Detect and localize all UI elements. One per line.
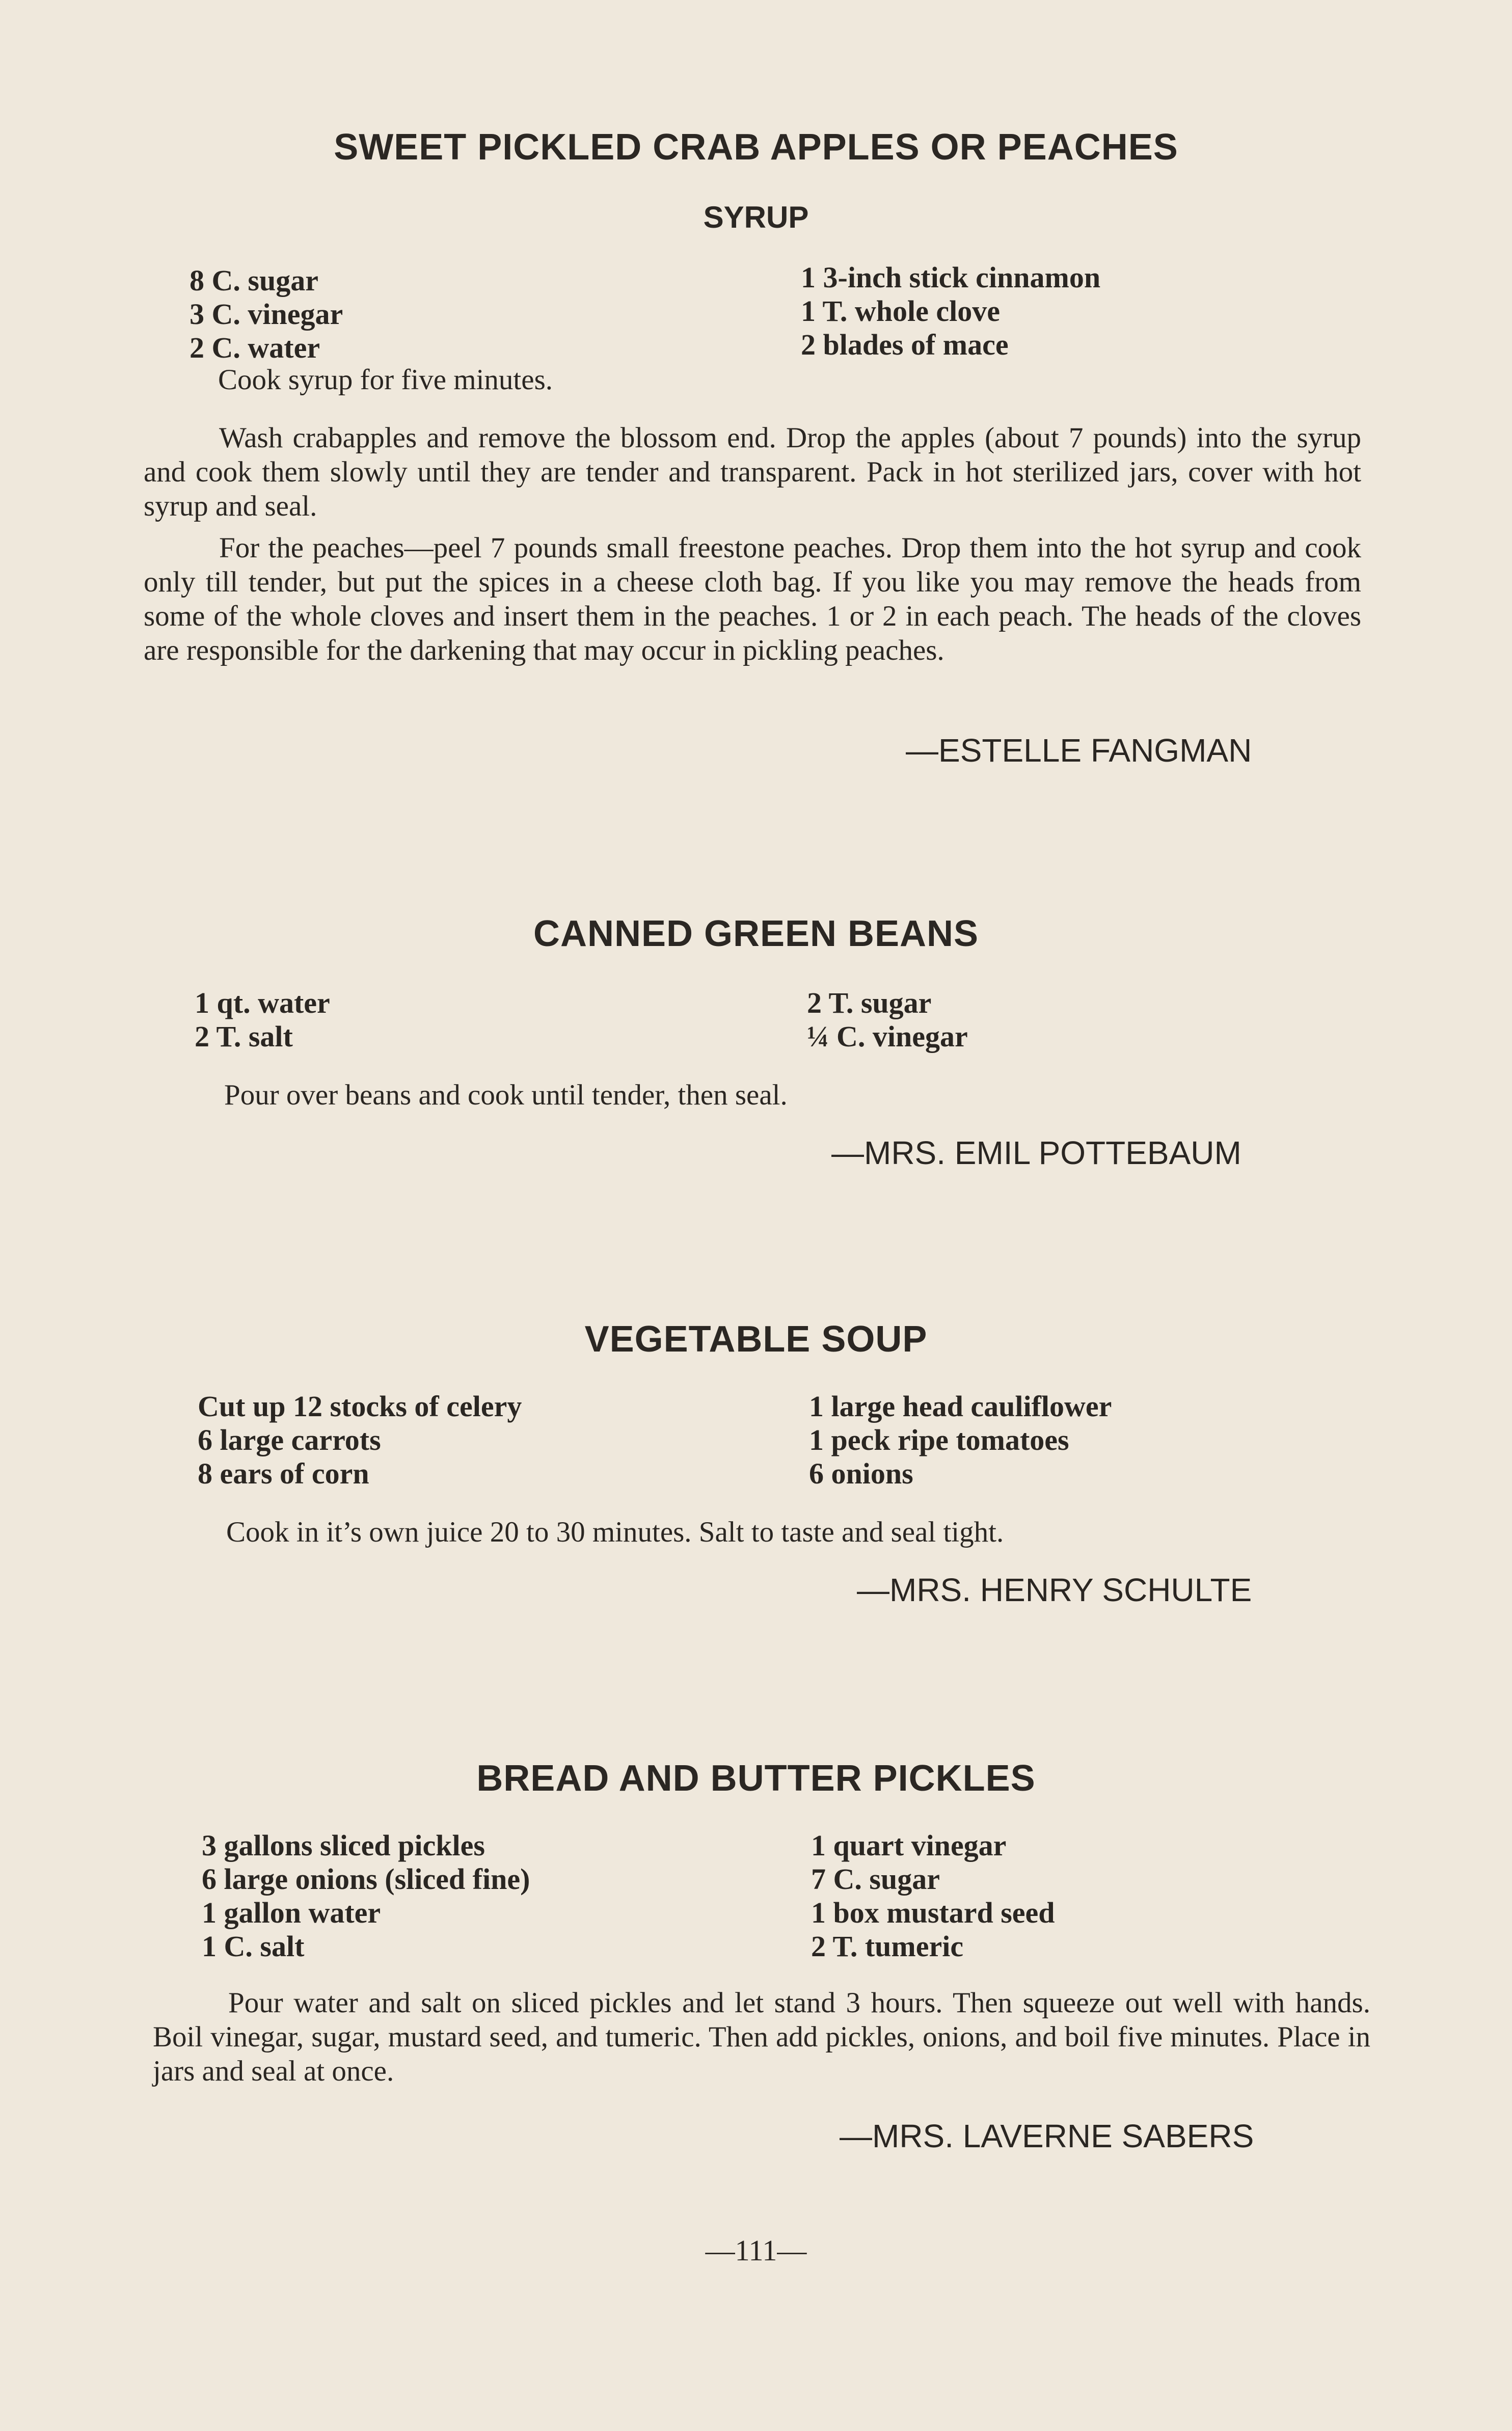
ingredient-list-right [801, 261, 1100, 362]
ingredient: 1 T. whole clove [801, 294, 1000, 328]
recipe-title: VEGETABLE SOUP [584, 1319, 928, 1360]
ingredient: 3 C. vinegar [190, 298, 343, 331]
ingredient-list-left [195, 986, 330, 1054]
ingredient: 1 large head cauliflower [809, 1390, 1112, 1423]
ingredient: 8 C. sugar [190, 264, 318, 297]
recipe-title: CANNED GREEN BEANS [533, 913, 979, 954]
recipe-instructions: Pour over beans and cook until tender, then seal. [224, 1079, 788, 1111]
recipe-instructions: For the peaches—peel 7 pounds small freestone peaches. Drop them into the hot syrup and cook only till tender, but put the spices in a cheese cloth bag. If you like you may remove the heads from some of the whole cloves and insert them in the peaches. 1 or 2 in each peach. The heads of the cloves are responsible for the darkening that may occur in pickling peaches. [144, 532, 1361, 666]
recipe-author: —MRS. LAVERNE SABERS [840, 2118, 1254, 2154]
recipe-subtitle: SYRUP [703, 200, 809, 234]
ingredient: 2 T. tumeric [811, 1930, 964, 1963]
recipe-instructions: Cook in it’s own juice 20 to 30 minutes. Salt to taste and seal tight. [226, 1516, 1004, 1548]
recipe-author: —ESTELLE FANGMAN [906, 732, 1252, 769]
ingredient: 1 quart vinegar [811, 1829, 1007, 1862]
ingredient: 1 C. salt [202, 1930, 305, 1963]
ingredient: 1 gallon water [202, 1896, 381, 1929]
ingredient: 2 blades of mace [801, 328, 1009, 361]
ingredient: 1 box mustard seed [811, 1896, 1055, 1929]
recipe-title: SWEET PICKLED CRAB APPLES OR PEACHES [334, 127, 1178, 168]
ingredient-list-left [202, 1829, 530, 1963]
ingredient-list-left [190, 264, 343, 365]
ingredient: 6 large onions (sliced fine) [202, 1862, 530, 1896]
ingredient: ¼ C. vinegar [807, 1020, 968, 1053]
ingredient: 1 peck ripe tomatoes [809, 1423, 1069, 1456]
ingredient: 6 large carrots [198, 1423, 381, 1456]
ingredient-list-left [198, 1390, 522, 1491]
recipe-author: —MRS. EMIL POTTEBAUM [831, 1135, 1241, 1171]
recipe-note: Cook syrup for five minutes. [218, 364, 553, 396]
page-number: —111— [705, 2234, 807, 2267]
ingredient: 2 T. sugar [807, 986, 932, 1019]
ingredient-list-right [807, 986, 968, 1054]
ingredient: 7 C. sugar [811, 1862, 940, 1896]
ingredient: Cut up 12 stocks of celery [198, 1390, 522, 1423]
ingredient: 1 3-inch stick cinnamon [801, 261, 1101, 294]
recipe-title: BREAD AND BUTTER PICKLES [476, 1758, 1036, 1799]
ingredient: 3 gallons sliced pickles [202, 1829, 485, 1862]
ingredient-list-right [809, 1390, 1112, 1491]
ingredient-list-right [811, 1829, 1055, 1963]
ingredient: 2 C. water [190, 331, 320, 364]
ingredient: 6 onions [809, 1457, 913, 1490]
recipe-author: —MRS. HENRY SCHULTE [857, 1572, 1252, 1608]
ingredient: 2 T. salt [195, 1020, 293, 1053]
ingredient: 8 ears of corn [198, 1457, 369, 1490]
recipe-instructions: Pour water and salt on sliced pickles and let stand 3 hours. Then squeeze out well with hands. Boil vinegar, sugar, mustard seed, and tumeric. Then add pickles, onions, and boil five minutes. Place in jars and seal at once. [153, 1987, 1370, 2087]
recipe-instructions: Wash crabapples and remove the blossom end. Drop the apples (about 7 pounds) into the syrup and cook them slowly until they are tender and transparent. Pack in hot sterilized jars, cover with hot syrup and seal. [144, 422, 1361, 522]
ingredient: 1 qt. water [195, 986, 330, 1019]
